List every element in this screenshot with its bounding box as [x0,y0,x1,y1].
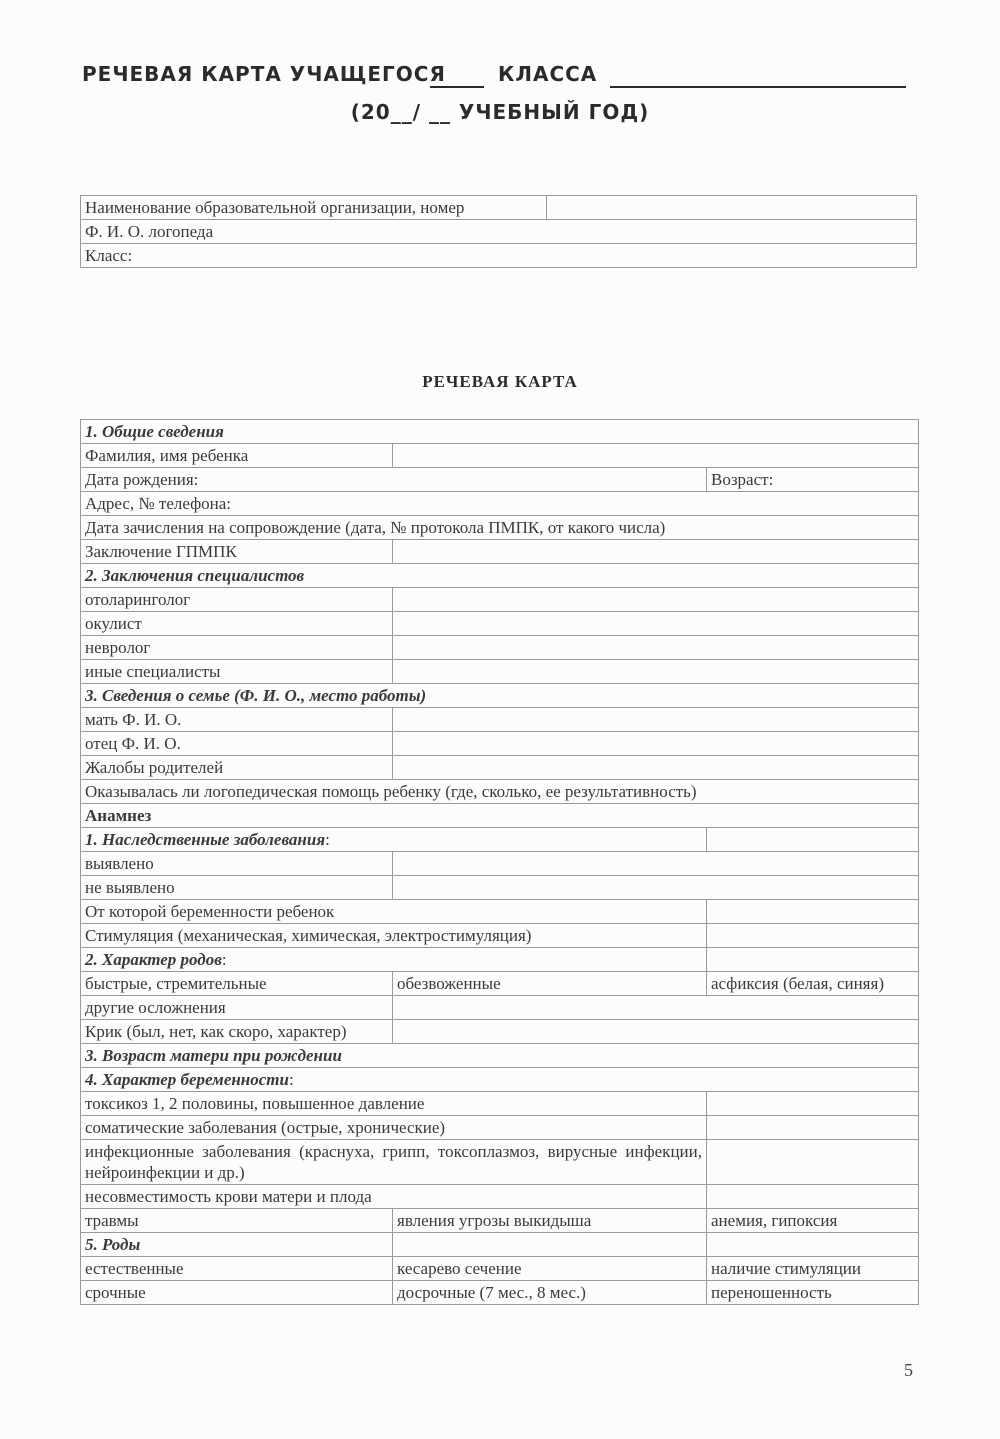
table-row [81,420,919,444]
form-title-part2: КЛАССА [498,62,598,86]
not-detected-label: не выявлено [81,876,393,900]
pregnancy-character-title [81,1068,919,1092]
anemia-option[interactable]: анемия, гипоксия [707,1209,919,1233]
class-field[interactable]: Класс: [81,244,917,268]
dehydrated-option[interactable]: обезвоженные [393,972,707,996]
child-name-label: Фамилия, имя ребенка [81,444,393,468]
table-row [81,564,919,588]
other-complications-field[interactable] [393,996,919,1020]
complaints-label: Жалобы родителей [81,756,393,780]
table-row [81,492,919,516]
other-complications-label: другие осложнения [81,996,393,1020]
form-title-part1: РЕЧЕВАЯ КАРТА УЧАЩЕГОСЯ [82,62,446,86]
table-row [81,1209,919,1233]
stim-presence-option[interactable]: наличие стимуляции [707,1257,919,1281]
table-row [81,924,919,948]
cry-label: Крик (был, нет, как скоро, характер) [81,1020,393,1044]
otolaryngologist-field[interactable] [393,588,919,612]
mother-field[interactable] [393,708,919,732]
card-title: РЕЧЕВАЯ КАРТА [422,372,578,391]
gpmpk-field[interactable] [393,540,919,564]
detected-field[interactable] [393,852,919,876]
speech-card-table [80,419,919,1305]
logoped-field[interactable]: Ф. И. О. логопеда [81,220,917,244]
neurologist-field[interactable] [393,636,919,660]
birth-character-title-colon: : [221,949,227,969]
table-row [81,1185,919,1209]
infectious-label: инфекционные заболевания (краснуха, грипп, токсоплазмоз, вирусные инфекции, нейроинфекции и др.) [81,1140,707,1185]
table-row [81,732,919,756]
address-field[interactable]: Адрес, № телефона: [81,492,919,516]
cry-field[interactable] [393,1020,919,1044]
cesarean-option[interactable]: кесарево сечение [393,1257,707,1281]
table-row [81,780,919,804]
oculist-field[interactable] [393,612,919,636]
not-detected-field[interactable] [393,876,919,900]
grade-blank[interactable] [430,86,484,88]
toxicosis-field[interactable] [707,1092,919,1116]
table-row [81,444,919,468]
table-row [81,996,919,1020]
mother-age-title[interactable]: 3. Возраст матери при рождении [81,1044,919,1068]
form-title-line1 [82,60,912,94]
enroll-date-field[interactable]: Дата зачисления на сопровождение (дата, № протокола ПМПК, от какого числа) [81,516,919,540]
age-field[interactable]: Возраст: [707,468,919,492]
table-row [81,684,919,708]
table-row [81,660,919,684]
somatic-field[interactable] [707,1116,919,1140]
class-blank[interactable] [610,86,906,88]
neurologist-label: невролог [81,636,393,660]
fast-birth-option[interactable]: быстрые, стремительные [81,972,393,996]
pregnancy-num-field[interactable] [707,900,919,924]
pregnancy-character-title-text: 4. Характер беременности [85,1069,289,1089]
table-row [81,852,919,876]
table-row [81,948,919,972]
table-row [81,1257,919,1281]
table-row [81,804,919,828]
table-row [81,1044,919,1068]
gpmpk-label: Заключение ГПМПК [81,540,393,564]
delivery-field-1[interactable] [393,1233,707,1257]
school-year-title: (20__/ __ УЧЕБНЫЙ ГОД) [350,100,650,124]
hereditary-title-text: 1. Наследственные заболевания [85,829,326,849]
section-anamnesis: Анамнез [81,804,919,828]
blood-incompat-label: несовместимость крови матери и плода [81,1185,707,1209]
table-row [81,828,919,852]
table-row [81,756,919,780]
complaints-field[interactable] [393,756,919,780]
table-row [81,1233,919,1257]
child-name-field[interactable] [393,444,919,468]
mother-label: мать Ф. И. О. [81,708,393,732]
table-row [81,612,919,636]
term-option[interactable]: срочные [81,1281,393,1305]
delivery-field-2[interactable] [707,1233,919,1257]
table-row [81,1068,919,1092]
other-specialists-field[interactable] [393,660,919,684]
table-row [81,900,919,924]
preterm-option[interactable]: досрочные (7 мес., 8 мес.) [393,1281,707,1305]
father-label: отец Ф. И. О. [81,732,393,756]
section-general: 1. Общие сведения [81,420,919,444]
miscarriage-option[interactable]: явления угрозы выкидыша [393,1209,707,1233]
table-row [81,196,917,220]
birth-character-title-text: 2. Характер родов [85,949,222,969]
hereditary-title-colon: : [325,829,330,849]
table-row [81,1020,919,1044]
table-row [81,1140,919,1185]
pregnancy-num-label: От которой беременности ребенок [81,900,707,924]
table-row [81,1281,919,1305]
toxicosis-label: токсикоз 1, 2 половины, повышенное давление [81,1092,707,1116]
father-field[interactable] [393,732,919,756]
table-row [81,244,917,268]
table-row [81,220,917,244]
traumas-option[interactable]: травмы [81,1209,393,1233]
table-row [81,972,919,996]
oculist-label: окулист [81,612,393,636]
org-label: Наименование образовательной организации, номер [81,196,547,220]
table-row [81,876,919,900]
birth-character-field[interactable] [707,948,919,972]
table-row [81,636,919,660]
infectious-field[interactable] [707,1140,919,1185]
somatic-label: соматические заболевания (острые, хронические) [81,1116,707,1140]
speech-help-field[interactable]: Оказывалась ли логопедическая помощь ребенку (где, сколько, ее результативность) [81,780,919,804]
hereditary-title [81,828,707,852]
org-field[interactable] [547,196,917,220]
blood-incompat-field[interactable] [707,1185,919,1209]
table-row [81,1092,919,1116]
section-specialists: 2. Заключения специалистов [81,564,919,588]
table-row [81,468,919,492]
stimulation-field[interactable] [707,924,919,948]
section-family: 3. Сведения о семье (Ф. И. О., место работы) [81,684,919,708]
info-table [80,195,917,268]
birth-date-field[interactable]: Дата рождения: [81,468,707,492]
postterm-option[interactable]: переношенность [707,1281,919,1305]
birth-character-title [81,948,707,972]
detected-label: выявлено [81,852,393,876]
hereditary-field[interactable] [707,828,919,852]
stimulation-label: Стимуляция (механическая, химическая, электростимуляция) [81,924,707,948]
asphyxia-option[interactable]: асфиксия (белая, синяя) [707,972,919,996]
table-row [81,1116,919,1140]
other-specialists-label: иные специалисты [81,660,393,684]
table-row [81,516,919,540]
table-row [81,588,919,612]
natural-option[interactable]: естественные [81,1257,393,1281]
otolaryngologist-label: отоларинголог [81,588,393,612]
table-row [81,708,919,732]
delivery-title: 5. Роды [81,1233,393,1257]
pregnancy-character-title-colon: : [288,1069,294,1089]
table-row [81,540,919,564]
page-number: 5 [904,1360,913,1380]
